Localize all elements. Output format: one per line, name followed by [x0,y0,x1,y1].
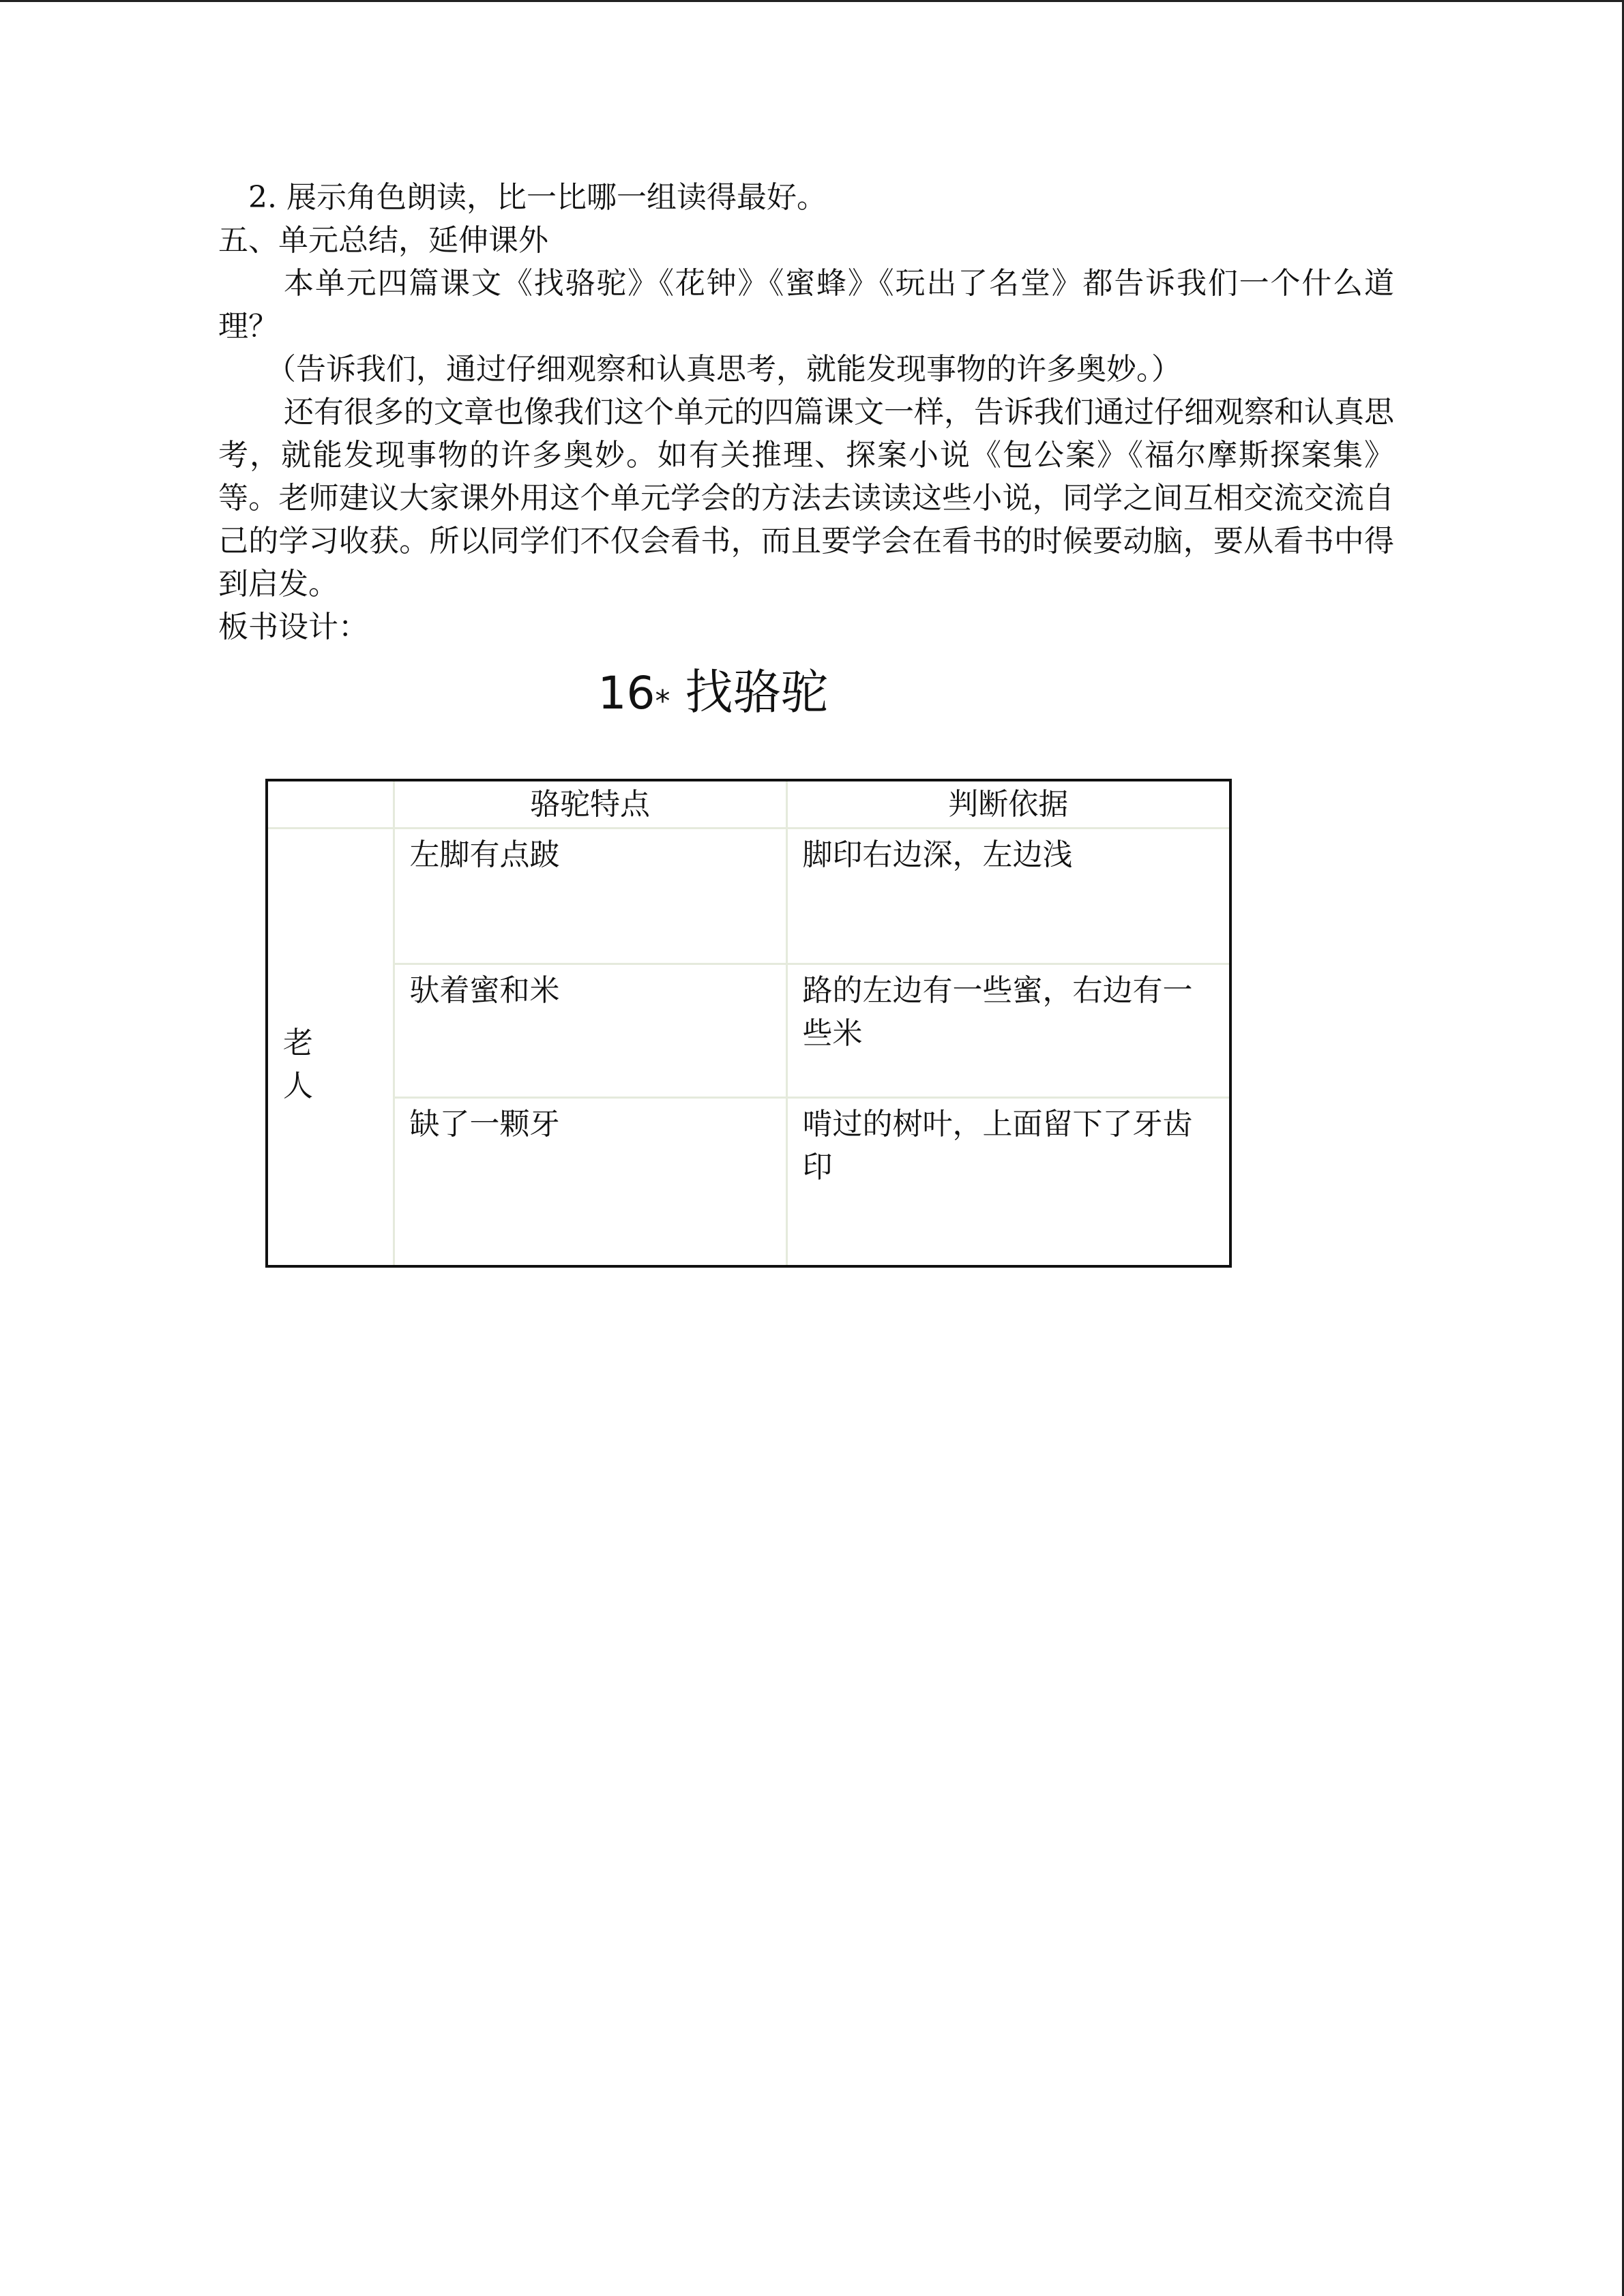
table-row [267,1098,1230,1267]
section-5-heading: 五、单元总结，延伸课外 [218,223,548,258]
row-label-char: 老 [283,1025,313,1060]
feature-cell: 缺了一颗牙 [394,1098,786,1267]
feature-cell: 驮着蜜和米 [394,964,786,1098]
table-header-row [267,780,1230,829]
optional-lesson-star: * [655,684,670,719]
evidence-cell: 啃过的树叶，上面留下了牙齿印 [786,1098,1230,1267]
header-empty [267,780,394,829]
document-body [218,176,1394,648]
feature-cell: 左脚有点跛 [394,829,786,964]
evidence-cell: 脚印右边深，左边浅 [786,829,1230,964]
board-design-heading: 板书设计： [218,610,368,644]
lesson-title: 找骆驼 [685,664,829,720]
summary-answer: （告诉我们，通过仔细观察和认真思考，就能发现事物的许多奥妙。） [266,352,1181,387]
blackboard-table [265,779,1232,1268]
row-label-char: 人 [283,1068,313,1103]
header-feature: 骆驼特点 [394,780,786,829]
table-row [267,829,1230,964]
board-title [0,661,1624,732]
extension-paragraph: 还有很多的文章也像我们这个单元的四篇课文一样，告诉我们通过仔细观察和认真思考，就能发现事物的许多奥妙。如有关推理、探案小说《包公案》《福尔摩斯探案集》等。老师建议大家课外用这个单元学会的方法去读读这些小说，同学之间互相交流交流自己的学习收获。所以同学们不仅会看书，而且要学会在看书的时候要动脑，要从看书中得到启发。 [218,395,1394,601]
page-top-border [0,0,1624,2]
row-label-old-man [267,829,394,1267]
step-2-line: 2. 展示角色朗读，比一比哪一组读得最好。 [248,180,827,215]
lesson-number: 16 [597,667,655,719]
header-evidence: 判断依据 [786,780,1230,829]
evidence-cell: 路的左边有一些蜜，右边有一些米 [786,964,1230,1098]
table-row [267,964,1230,1098]
unit-summary-question: 本单元四篇课文《找骆驼》《花钟》《蜜蜂》《玩出了名堂》都告诉我们一个什么道理？ [218,266,1394,344]
